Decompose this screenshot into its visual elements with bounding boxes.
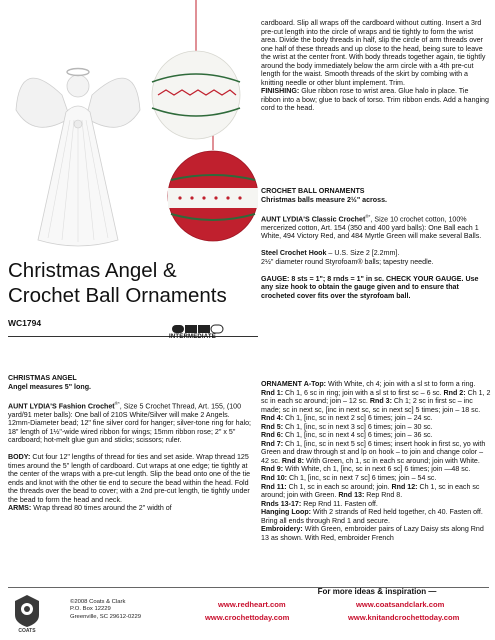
body-text: Cut four 12" lengths of thread for ties and set aside. Wrap thread 125 times around the 5" length of cardboard. Cut wraps at one edge; tie tightly at the center of the wraps with a pre-cut length. Slip the bead onto one of the tie ends and knot with the other tie end to secure the bead within the head. Fold the threads over the bead to cover; with a 2nd pre-cut length, tie tightly under the bead to form the head and neck.: [8, 453, 251, 504]
skill-level-label: INTERMEDIATE: [169, 334, 216, 340]
page-title: Christmas Angel & Crochet Ball Ornaments: [8, 259, 227, 307]
hook-label: Steel Crochet Hook: [261, 249, 327, 258]
balls-materials-text: , Size 10 crochet cotton, 100% mercerized cotton, Art. 154 (350 and 400 yard balls): One Ball each 1 White, 494 Victory Red, and 484 Myrtle Green will make several Balls.: [261, 214, 482, 241]
finishing-text: Glue ribbon rose to wrist area. Glue halo in place. Tie ribbon into a bow; glue to back of torso. Trim ribbon ends. Add a hanging cord to the head.: [261, 87, 489, 113]
pattern-code: WC1794: [8, 318, 42, 328]
ornaments-illustration: [0, 0, 258, 248]
angel-instructions-continued: [261, 19, 489, 122]
round-2: Rnd 2: Ch 1, 2 sc in each sc around; join – 12 sc.: [261, 388, 491, 406]
round-11: Rnd 11: Ch 1, sc in each sc around; join.: [261, 482, 390, 491]
round-8: Rnd 8: With Green, ch 1, sc in each sc around; join with White.: [281, 456, 480, 465]
hanging-loop-label: Hanging Loop:: [261, 508, 312, 517]
cta-text: For more ideas & inspiration —: [317, 587, 437, 596]
angel-materials-2: 12mm-Diameter bead; 12" fine silver cord for hanger; silver-tone ring for halo; 18" length of 1½"-wide wired ribbon for wings; 15mm ribbon rose; 2" x 5" cardboard; hot-melt glue gun and sticks; scissors; ruler.: [8, 419, 252, 445]
round-3: Rnd 3: Ch 1; 2 sc in first sc – inc made; sc in next sc, [inc in next sc, sc in next sc] 5 times; join – 18 sc.: [261, 397, 481, 414]
foam-text: 2½" diameter round Styrofoam® balls; tapestry needle.: [261, 257, 434, 266]
gauge-text: GAUGE: 8 sts = 1"; 8 rnds = 1" in sc. CHECK YOUR GAUGE. Use any size hook to obtain the gauge given and to ensure that crocheted cover fits over the styrofoam ball.: [261, 274, 479, 300]
hanging-loop-text: With 2 strands of Red held together, ch 40. Fasten off. Bring all ends through Rnd 1 and secure.: [261, 508, 483, 525]
angel-size: Angel measures 5" long.: [8, 382, 91, 391]
angel-heading: CHRISTMAS ANGEL: [8, 374, 77, 382]
coats-logo-icon: [12, 593, 42, 633]
angel-materials-brand: AUNT LYDIA'S Fashion Crochet: [8, 401, 115, 410]
ball-materials: [261, 187, 489, 309]
embroidery-text: With Green, embroider pairs of Lazy Daisy sts along Rnd 13 as shown. With Red, embroider French: [261, 525, 484, 542]
balls-materials-mark: ®*: [365, 213, 371, 219]
skill-level-meter-icon: [172, 324, 224, 334]
link-redheart[interactable]: www.redheart.com: [218, 600, 286, 609]
rounds-13-17: Rnds 13-17: Rep Rnd 11. Fasten off.: [261, 499, 378, 508]
round-4: Rnd 4: Ch 1, [inc, sc in next 2 sc] 6 times; join – 24 sc.: [261, 414, 433, 423]
city: Greenville, SC 29612-0229: [70, 613, 142, 620]
arms-text: Wrap thread 80 times around the 2" width of: [31, 504, 172, 513]
round-1: Rnd 1: Ch 1, 6 sc in ring; join with a sl st to first sc – 6 sc.: [261, 388, 442, 397]
balls-heading: CROCHET BALL ORNAMENTS: [261, 187, 365, 195]
ornament-top-label: ORNAMENT A-Top:: [261, 380, 327, 388]
link-knitandcrochettoday[interactable]: www.knitandcrochettoday.com: [348, 613, 460, 622]
round-7: Rnd 7: Ch 1, [inc, sc in next 5 sc] 6 times; insert hook in first sc, yo with Green and draw through st and lp on hook – to join and change color – 42 sc.: [261, 439, 486, 465]
footer-cta: [262, 587, 492, 598]
link-coatsandclark[interactable]: www.coatsandclark.com: [356, 600, 445, 609]
angel-instructions: [8, 374, 252, 522]
footer-address: [70, 599, 141, 621]
embroidery-label: Embroidery:: [261, 525, 303, 534]
ornament-top-text: With White, ch 4; join with a sl st to form a ring.: [326, 380, 476, 388]
balls-materials-brand: AUNT LYDIA'S Classic Crochet: [261, 214, 366, 223]
round-5: Rnd 5: Ch 1, [inc, sc in next 3 sc] 6 times; join – 30 sc.: [261, 422, 433, 431]
copyright: ©2008 Coats & Clark: [70, 599, 126, 605]
body-label: BODY:: [8, 453, 31, 462]
round-13: Rnd 13: Rep Rnd 8.: [338, 491, 403, 500]
balls-size: Christmas balls measure 2½" across.: [261, 195, 387, 204]
round-9: Rnd 9: With White, ch 1, [inc, sc in next 6 sc] 6 times; join —48 sc.: [261, 465, 471, 474]
title-divider: [8, 336, 258, 337]
po-box: P.O. Box 12229: [70, 606, 111, 613]
hook-text: – U.S. Size 2 [2.2mm].: [326, 249, 400, 258]
round-12: Rnd 12: Ch 1, sc in each sc around; join with Green.: [261, 482, 480, 500]
angel-materials-text: , Size 5 Crochet Thread, Art. 155, (100 yard/91 meter balls): One ball of 210S White/Silver will make 2 Angels.: [8, 401, 242, 419]
product-photo: [0, 0, 258, 248]
link-crochettoday[interactable]: www.crochettoday.com: [205, 613, 290, 622]
round-10: Rnd 10: Ch 1, [inc, sc in next 7 sc] 6 times; join – 54 sc.: [261, 474, 437, 483]
arms-continued: cardboard. Slip all wraps off the cardboard without cutting. Insert a 3rd pre-cut length into the circle of wraps and tie tightly to form the wrist area. Divide the body threads in half, slip the circle of arm threads over one half of these threads and up close to the head, being sure to leave the wrist at the center front. With body threads together again, tie tightly around the body immediately below the arm circle with a 4th pre-cut length for the waist. Smooth threads of the skirt by combing with a knitting needle or other blunt implement. Trim.: [261, 19, 486, 87]
round-6: Rnd 6: Ch 1, [inc, sc in next 4 sc] 6 times; join – 36 sc.: [261, 431, 433, 440]
ornament-a-instructions: [261, 380, 491, 542]
finishing-label: FINISHING:: [261, 87, 300, 96]
svg-text:COATS: COATS: [18, 628, 36, 633]
angel-materials-mark: ®*: [114, 400, 120, 406]
arms-label: ARMS:: [8, 504, 32, 513]
